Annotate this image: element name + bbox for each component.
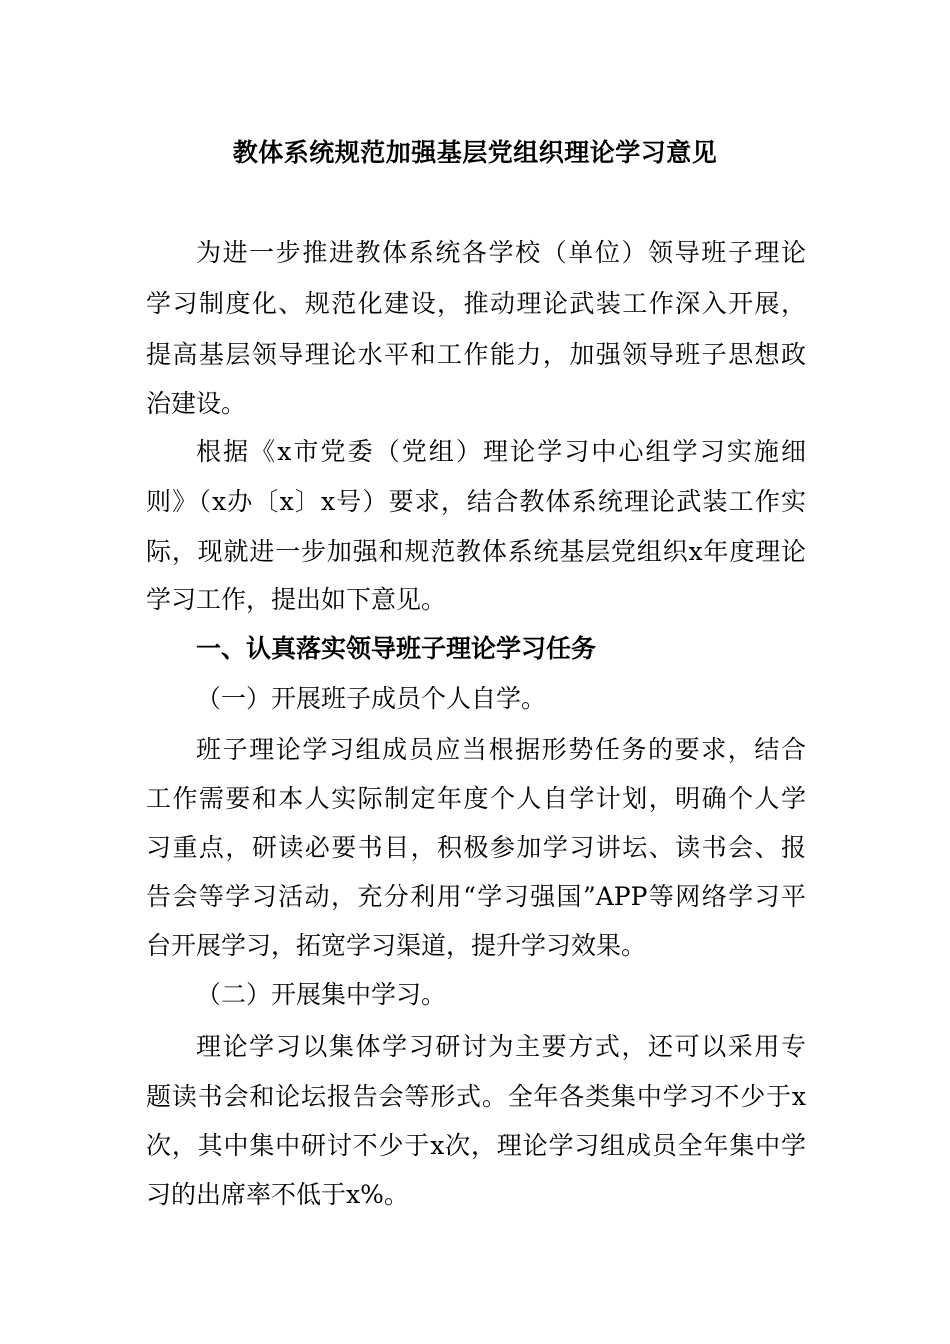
paragraph-4-line-4: 习的出席率不低于x%。	[146, 1180, 409, 1209]
paragraph-1-line-3: 提高基层领导理论水平和工作能力，加强领导班子思想政	[146, 340, 806, 369]
paragraph-2-line-2: 则》（x办〔x〕x号）要求，结合教体系统理论武装工作实	[146, 487, 806, 516]
paragraph-4-line-2: 题读书会和论坛报告会等形式。全年各类集中学习不少于x	[146, 1082, 806, 1111]
paragraph-4-line-1: 理论学习以集体学习研讨为主要方式，还可以采用专	[196, 1032, 806, 1061]
paragraph-3-line-4: 告会等学习活动，充分利用“学习强国”APP等网络学习平	[146, 882, 806, 911]
paragraph-3-line-2: 工作需要和本人实际制定年度个人自学计划，明确个人学	[146, 784, 806, 813]
subsection-heading-1: （一）开展班子成员个人自学。	[196, 684, 547, 713]
document-title: 教体系统规范加强基层党组织理论学习意见	[232, 138, 718, 167]
paragraph-3-line-5: 台开展学习，拓宽学习渠道，提升学习效果。	[146, 931, 647, 960]
paragraph-1-line-4: 治建设。	[146, 389, 247, 418]
paragraph-2-line-4: 学习工作，提出如下意见。	[146, 585, 447, 614]
paragraph-2-line-1: 根据《x市党委（党组）理论学习中心组学习实施细	[196, 437, 806, 466]
paragraph-3-line-1: 班子理论学习组成员应当根据形势任务的要求，结合	[196, 735, 806, 764]
subsection-heading-2: （二）开展集中学习。	[196, 980, 447, 1009]
section-heading-1: 一、认真落实领导班子理论学习任务	[196, 634, 597, 663]
paragraph-1-line-1: 为进一步推进教体系统各学校（单位）领导班子理论	[196, 238, 806, 267]
paragraph-1-line-2: 学习制度化、规范化建设，推动理论武装工作深入开展，	[146, 289, 806, 318]
paragraph-2-line-3: 际，现就进一步加强和规范教体系统基层党组织x年度理论	[146, 537, 806, 566]
paragraph-4-line-3: 次，其中集中研讨不少于x次，理论学习组成员全年集中学	[146, 1131, 806, 1160]
paragraph-3-line-3: 习重点，研读必要书目，积极参加学习讲坛、读书会、报	[146, 833, 806, 862]
